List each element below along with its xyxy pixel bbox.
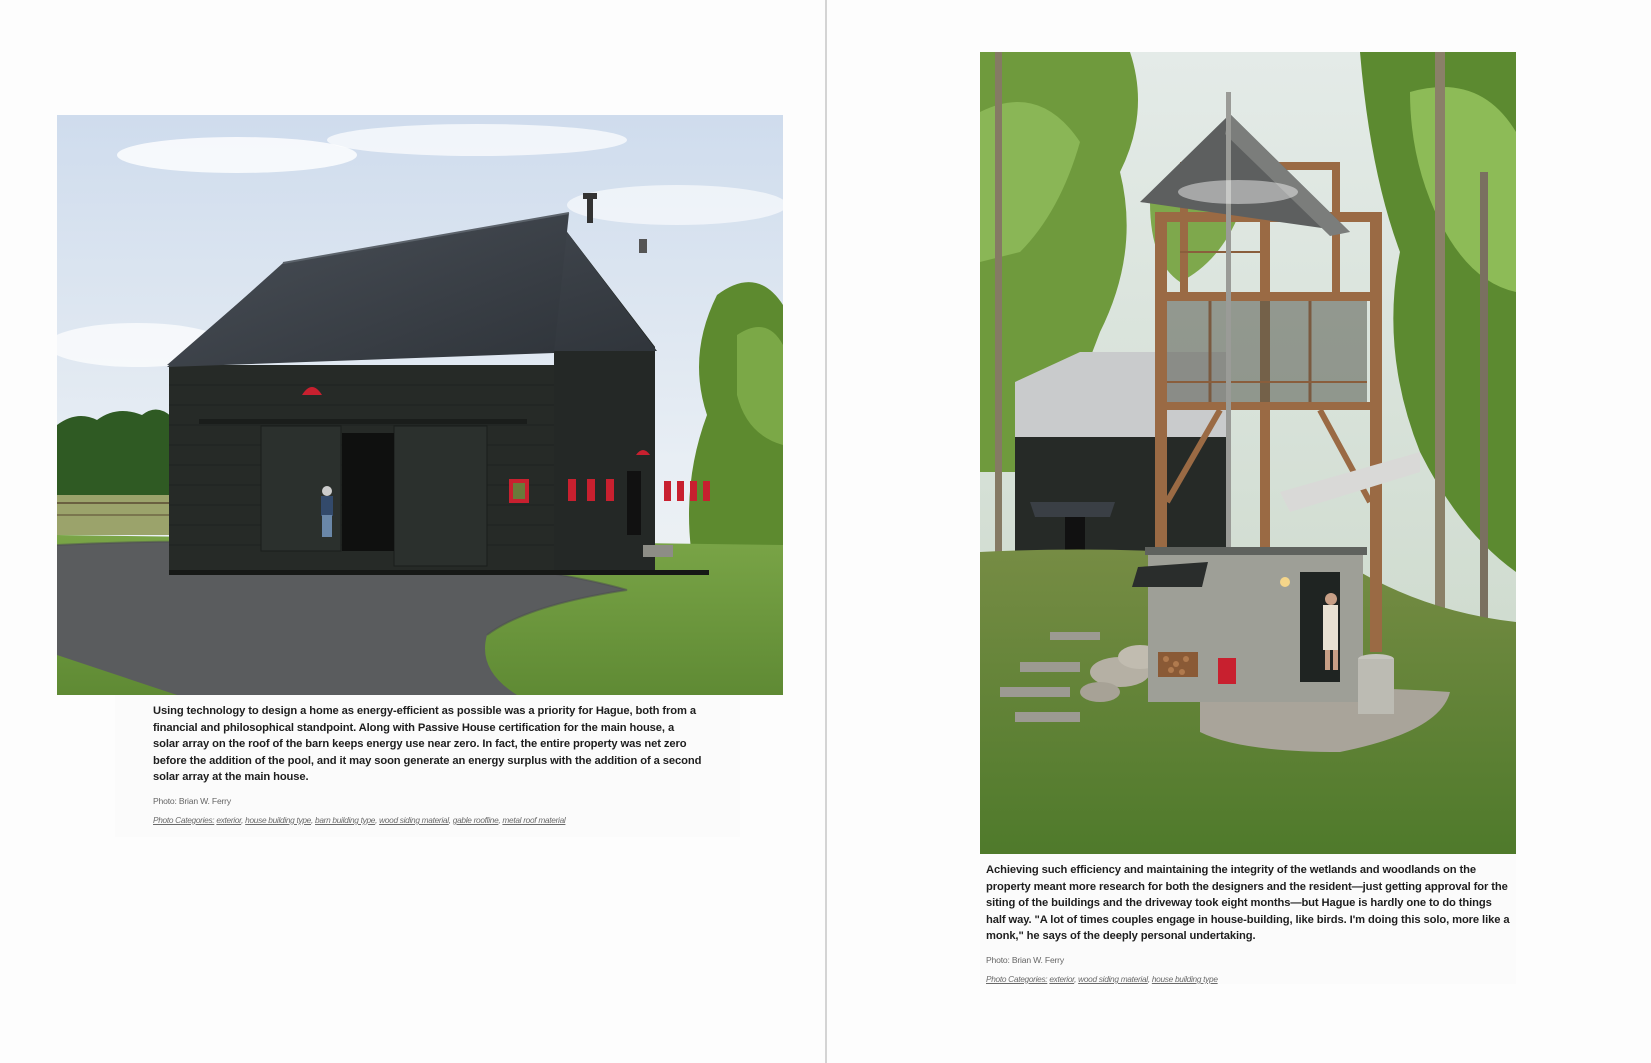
left-category-wood-siding-material[interactable]: wood siding material <box>379 814 449 825</box>
right-caption-box <box>980 854 1516 984</box>
left-caption: Using technology to design a home as energy-efficient as possible was a priority for Hague, both from a financial and philosophical standpoint. Along with Passive House certification for the main house, a solar array on the roof of the barn keeps energy use near zero. In fact, the entire property was net zero before the addition of the pool, and it may soon generate an energy surplus with the addition of a second solar array at the main house. <box>153 705 702 784</box>
left-caption-box <box>115 695 740 837</box>
left-page <box>0 0 825 1063</box>
left-category-metal-roof-material[interactable]: metal roof material <box>502 814 566 825</box>
right-photo-categories: Photo Categories: exterior, wood siding material, house building type <box>986 973 1218 984</box>
tower-photo[interactable] <box>980 52 1516 854</box>
page-gutter <box>825 0 827 1063</box>
left-photo-credit: Photo: Brian W. Ferry <box>153 795 231 806</box>
right-category-house-building-type[interactable]: house building type <box>1151 973 1218 984</box>
left-category-barn-building-type[interactable]: barn building type <box>315 814 376 825</box>
left-categories-label: Photo Categories: <box>153 814 215 825</box>
barn-photo[interactable] <box>57 115 783 695</box>
right-categories-label: Photo Categories: <box>986 973 1048 984</box>
left-category-gable-roofline[interactable]: gable roofline <box>452 814 499 825</box>
right-photo-credit: Photo: Brian W. Ferry <box>986 954 1064 965</box>
right-category-wood-siding-material[interactable]: wood siding material <box>1078 973 1148 984</box>
left-category-exterior[interactable]: exterior <box>216 814 242 825</box>
left-category-house-building-type[interactable]: house building type <box>245 814 311 825</box>
right-category-exterior[interactable]: exterior <box>1049 973 1075 984</box>
left-photo-categories: Photo Categories: exterior, house building type, barn building type, wood siding material, gable roofline, metal roof material <box>153 814 566 825</box>
right-caption: Achieving such efficiency and maintaining the integrity of the wetlands and woodlands on the property meant more research for both the designers and the resident—just getting approval for the siting of the buildings and the driveway took eight months—but Hague is hardly one to do things half way. "A lot of times couples engage in house-building, like birds. I'm doing this solo, more like a monk," he says of the deeply personal undertaking. <box>986 864 1510 943</box>
right-page <box>828 0 1651 1063</box>
